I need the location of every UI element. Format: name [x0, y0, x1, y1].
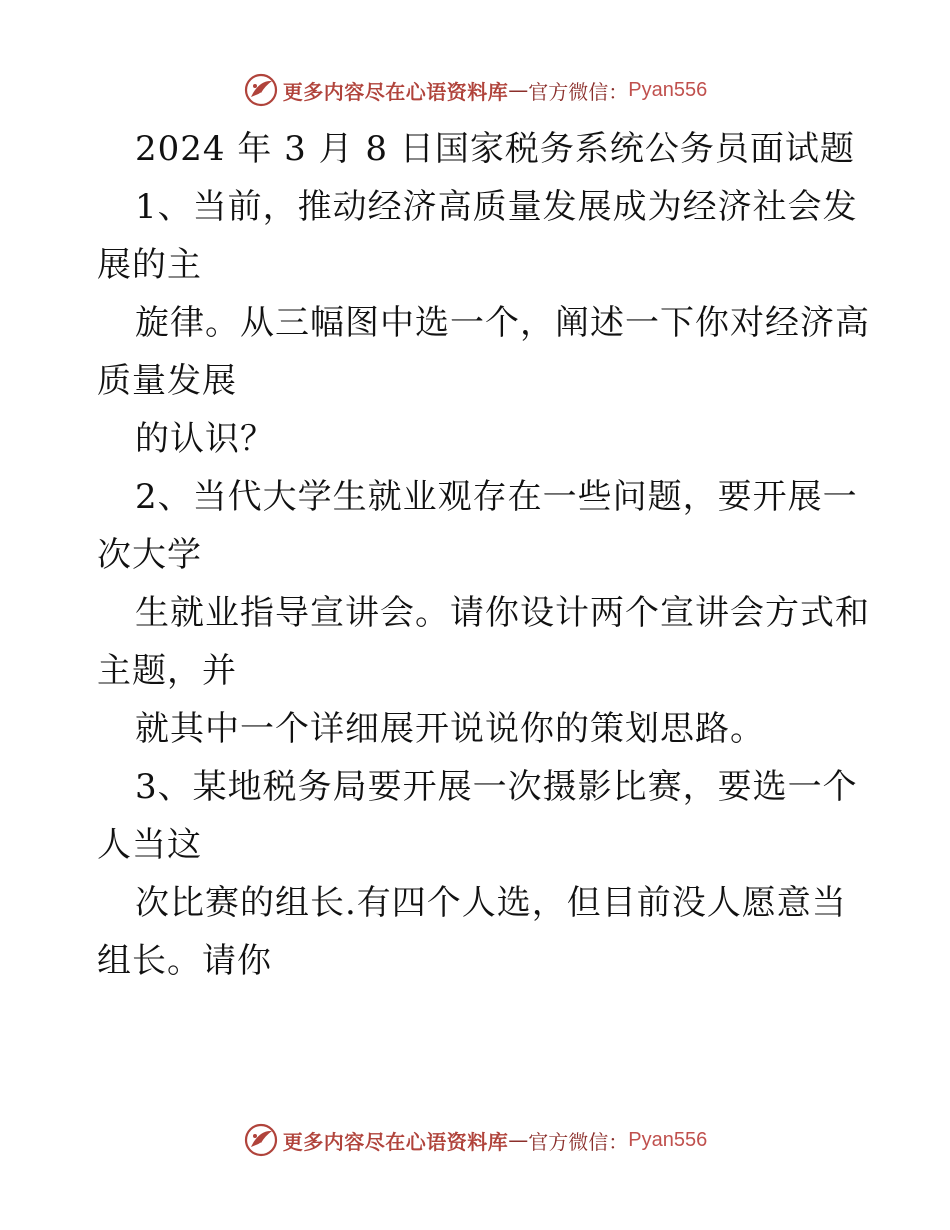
document-line: 2024 年 3 月 8 日国家税务系统公务员面试题 [135, 129, 855, 169]
pen-nib-logo-icon [243, 72, 279, 108]
document-line: 人当这 [97, 825, 202, 865]
banner-separator: — [508, 78, 529, 102]
document-line: 的认识？ [135, 419, 275, 459]
footer-banner [0, 1118, 950, 1162]
document-line: 就其中一个详细展开说说你的策划思路。 [135, 709, 765, 749]
banner-wechat-label: 官方微信： [528, 79, 629, 104]
document-line: 次比赛的组长.有四个人选，但目前没人愿意当 [135, 883, 847, 923]
banner-main-text: 更多内容尽在心语资料库 [282, 1129, 509, 1154]
document-line: 2、当代大学生就业观存在一些问题，要开展一 [135, 477, 858, 517]
document-line: 1、当前，推动经济高质量发展成为经济社会发 [135, 187, 858, 227]
document-line: 质量发展 [97, 361, 237, 401]
document-line: 组长。请你 [97, 941, 272, 981]
document-line: 展的主 [97, 245, 202, 285]
document-line: 主题，并 [97, 651, 237, 691]
document-line: 旋律。从三幅图中选一个，阐述一下你对经济高 [135, 303, 870, 343]
document-body [97, 120, 870, 990]
banner-wechat-id: Pyan556 [628, 78, 708, 101]
banner-main-text: 更多内容尽在心语资料库 [282, 79, 509, 104]
banner-wechat-id: Pyan556 [628, 1128, 708, 1151]
pen-nib-logo-icon [243, 1122, 279, 1158]
banner-separator: — [508, 1128, 529, 1152]
document-line: 次大学 [97, 535, 202, 575]
document-line: 生就业指导宣讲会。请你设计两个宣讲会方式和 [135, 593, 870, 633]
banner-wechat-label: 官方微信： [528, 1129, 629, 1154]
document-line: 3、某地税务局要开展一次摄影比赛，要选一个 [135, 767, 858, 807]
header-banner [0, 68, 950, 112]
